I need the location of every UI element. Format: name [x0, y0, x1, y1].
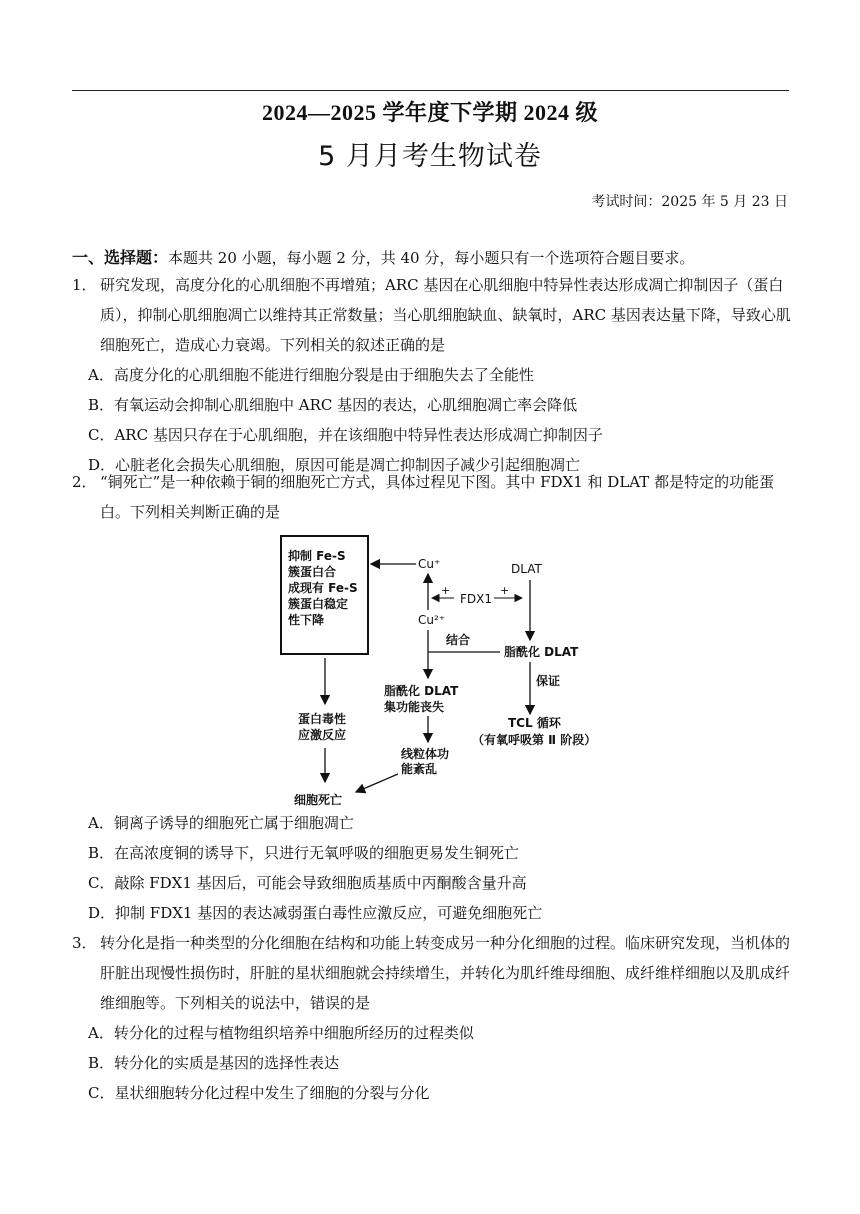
cu-2plus-label: Cu²⁺	[418, 613, 446, 627]
question-2-options	[72, 808, 792, 928]
option-c: C．星状细胞转分化过程中发生了细胞的分裂与分化	[88, 1084, 430, 1102]
question-stem	[72, 928, 792, 1018]
option-c: C．敲除 FDX1 基因后，可能会导致细胞质基质中丙酮酸含量升高	[88, 874, 527, 892]
box-line-3: 成现有 Fe-S	[288, 581, 358, 595]
question-1	[72, 270, 792, 480]
question-stem	[72, 467, 792, 527]
mito-line-2: 能紊乱	[401, 762, 438, 776]
option-d: D．心脏老化会损失心肌细胞，原因可能是凋亡抑制因子减少引起细胞凋亡	[88, 456, 581, 474]
option-b: B．在高浓度铜的诱导下，只进行无氧呼吸的细胞更易发生铜死亡	[88, 844, 520, 862]
exam-title-line1: 2024—2025 学年度下学期 2024 级	[261, 100, 598, 125]
loss-line-2: 集功能丧失	[384, 700, 445, 714]
question-stem	[72, 270, 792, 360]
cu-plus-label: Cu⁺	[418, 557, 441, 571]
box-line-4: 簇蛋白稳定	[288, 597, 349, 611]
loss-line-1: 脂酰化 DLAT	[384, 684, 459, 698]
question-3	[72, 928, 792, 1108]
option-a: A．高度分化的心肌细胞不能进行细胞分裂是由于细胞失去了全能性	[88, 366, 534, 384]
death-label: 细胞死亡	[294, 793, 343, 807]
box-line-1: 抑制 Fe-S	[288, 549, 346, 563]
section-instructions: 本题共 20 小题，每小题 2 分，共 40 分，每小题只有一个选项符合题目要求。	[168, 249, 695, 267]
stress-line-1: 蛋白毒性	[298, 712, 347, 726]
question-text: “铜死亡”是一种依赖于铜的细胞死亡方式，具体过程见下图。其中 FDX1 和 DLAT 都是特定的功能蛋白。下列相关判断正确的是	[100, 473, 775, 521]
plus-left: +	[441, 584, 451, 597]
question-number: 1．	[72, 276, 97, 294]
plus-right: +	[500, 584, 510, 597]
box-line-2: 簇蛋白合	[288, 565, 337, 579]
question-number: 2．	[72, 473, 97, 491]
option-b: B．转分化的实质是基因的选择性表达	[88, 1054, 340, 1072]
section-heading	[72, 245, 812, 268]
fdx1-label: FDX1	[460, 592, 492, 606]
tcl-note: （有氧呼吸第 Ⅱ 阶段）	[472, 733, 597, 747]
stress-line-2: 应激反应	[298, 728, 347, 742]
question-number: 3．	[72, 934, 97, 952]
guarantee-label: 保证	[536, 674, 561, 688]
option-c: C．ARC 基因只存在于心肌细胞，并在该细胞中特异性表达形成凋亡抑制因子	[88, 426, 603, 444]
option-b: B．有氧运动会抑制心肌细胞中 ARC 基因的表达，心肌细胞凋亡率会降低	[88, 396, 578, 414]
mito-line-1: 线粒体功	[401, 747, 450, 761]
option-a: A．铜离子诱导的细胞死亡属于细胞凋亡	[88, 814, 354, 832]
cuproptosis-diagram	[268, 528, 618, 813]
option-d: D．抑制 FDX1 基因的表达减弱蛋白毒性应激反应，可避免细胞死亡	[88, 904, 543, 922]
tcl-label: TCL 循环	[508, 716, 561, 730]
exam-title-line2: 5 月月考生物试卷	[318, 141, 542, 172]
arrow-mito-to-death	[356, 774, 398, 792]
bind-label: 结合	[446, 633, 471, 647]
lipo-dlat-label: 脂酰化 DLAT	[504, 645, 579, 659]
question-2	[72, 467, 792, 527]
top-rule	[72, 90, 789, 91]
option-a: A．转分化的过程与植物组织培养中细胞所经历的过程类似	[88, 1024, 474, 1042]
dlat-label: DLAT	[511, 562, 542, 576]
box-line-5: 性下降	[288, 613, 325, 627]
question-text: 研究发现，高度分化的心肌细胞不再增殖；ARC 基因在心肌细胞中特异性表达形成凋亡抑制因子（蛋白质），抑制心肌细胞凋亡以维持其正常数量；当心肌细胞缺血、缺氧时，ARC 基因表达量下降，导致心肌细胞死亡，造成心力衰竭。下列相关的叙述正确的是	[100, 276, 791, 354]
question-text: 转分化是指一种类型的分化细胞在结构和功能上转变成另一种分化细胞的过程。临床研究发现，当机体的肝脏出现慢性损伤时，肝脏的星状细胞就会持续增生，并转化为肌纤维母细胞、成纤维样细胞以及肌成纤维细胞等。下列相关的说法中，错误的是	[100, 934, 791, 1012]
section-label: 一、选择题：	[72, 248, 169, 267]
exam-time: 考试时间：2025 年 5 月 23 日	[591, 194, 788, 210]
